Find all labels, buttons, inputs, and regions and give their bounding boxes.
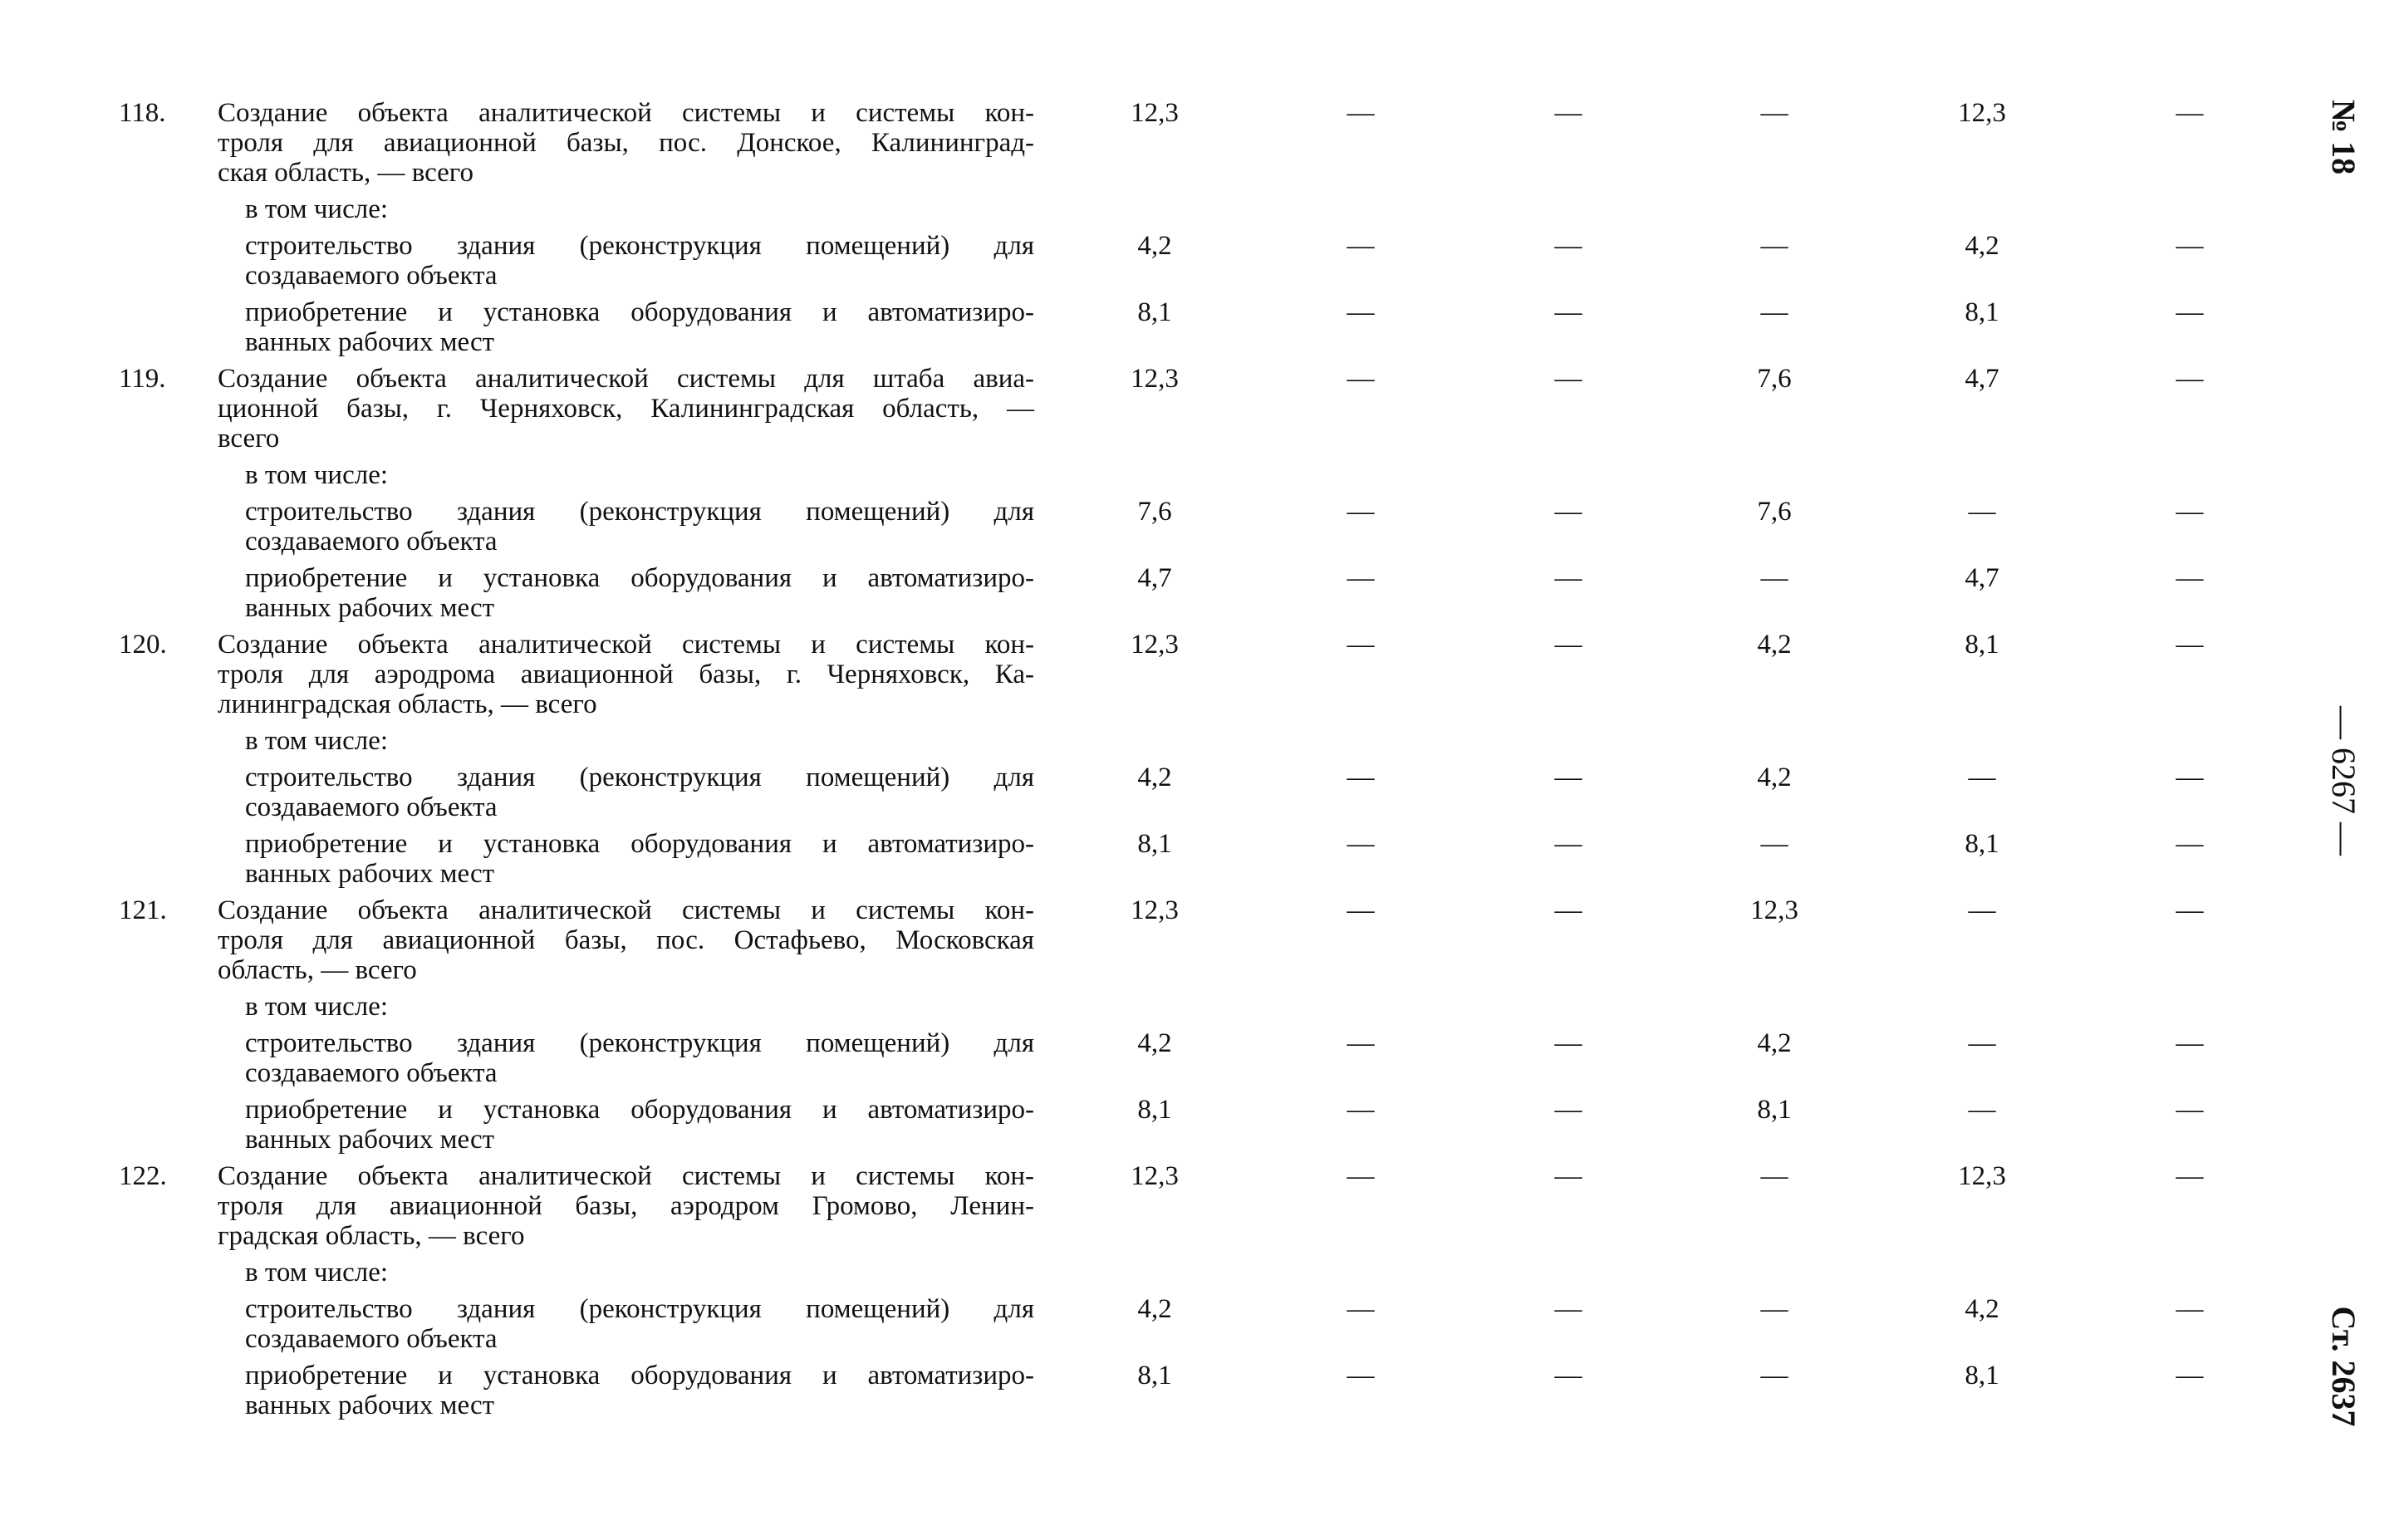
- value-cell-col-5: 4,2: [1965, 231, 1999, 261]
- value-cell-col-4: 7,6: [1757, 497, 1792, 527]
- item-title-line: Создание объекта аналитической системы и системы кон-: [218, 1161, 1034, 1191]
- value-cell-col-2: —: [1347, 497, 1375, 527]
- page-range-number: — 6267 —: [2325, 706, 2362, 856]
- row-number: 118.: [119, 98, 166, 128]
- item-title-line: троля для авиационной базы, аэродром Громово, Ленин-: [218, 1191, 1034, 1221]
- value-cell-col-3: —: [1554, 1361, 1582, 1390]
- issue-number: № 18: [2325, 99, 2362, 175]
- item-title-line: Создание объекта аналитической системы и системы кон-: [218, 630, 1034, 660]
- value-cell-col-2: —: [1347, 895, 1375, 925]
- value-cell-col-4: —: [1760, 297, 1788, 327]
- value-cell-col-1: 4,2: [1137, 763, 1172, 792]
- value-cell-col-2: —: [1347, 1161, 1375, 1191]
- value-cell-col-6: —: [2176, 98, 2204, 128]
- value-cell-col-5: —: [1968, 1095, 1996, 1125]
- item-title-line: троля для авиационной базы, пос. Остафьево, Московская: [218, 925, 1034, 955]
- sub-item-line: строительство здания (реконструкция помещений) для: [245, 1294, 1034, 1324]
- value-cell-col-4: 12,3: [1750, 895, 1798, 925]
- value-cell-col-1: 4,2: [1137, 1294, 1172, 1324]
- value-cell-col-1: 7,6: [1137, 497, 1172, 527]
- value-cell-col-4: —: [1760, 98, 1788, 128]
- value-cell-col-2: —: [1347, 1028, 1375, 1058]
- row-number: 120.: [119, 630, 167, 660]
- value-cell-col-6: —: [2176, 563, 2204, 593]
- value-cell-col-2: —: [1347, 1095, 1375, 1125]
- item-title-line: Создание объекта аналитической системы и системы кон-: [218, 98, 1034, 128]
- value-cell-col-6: —: [2176, 829, 2204, 859]
- item-title-line: градская область, — всего: [218, 1221, 525, 1251]
- including-label: в том числе:: [245, 194, 389, 224]
- value-cell-col-5: 8,1: [1965, 1361, 1999, 1390]
- article-number: Ст. 2637: [2325, 1306, 2362, 1427]
- including-label: в том числе:: [245, 726, 389, 756]
- sub-item-line: приобретение и установка оборудования и автоматизиро-: [245, 297, 1034, 327]
- value-cell-col-3: —: [1554, 364, 1582, 394]
- value-cell-col-5: 4,7: [1965, 563, 1999, 593]
- value-cell-col-6: —: [2176, 1161, 2204, 1191]
- value-cell-col-4: 4,2: [1757, 1028, 1792, 1058]
- value-cell-col-3: —: [1554, 895, 1582, 925]
- sub-item-line: ванных рабочих мест: [245, 593, 495, 623]
- including-label: в том числе:: [245, 992, 389, 1022]
- sub-item-line: создаваемого объекта: [245, 527, 498, 557]
- value-cell-col-1: 12,3: [1131, 895, 1179, 925]
- value-cell-col-6: —: [2176, 1361, 2204, 1390]
- sub-item-line: приобретение и установка оборудования и автоматизиро-: [245, 563, 1034, 593]
- value-cell-col-6: —: [2176, 895, 2204, 925]
- row-number: 119.: [119, 364, 166, 394]
- value-cell-col-4: —: [1760, 1161, 1788, 1191]
- sub-item-line: создаваемого объекта: [245, 792, 498, 822]
- value-cell-col-6: —: [2176, 763, 2204, 792]
- value-cell-col-3: —: [1554, 563, 1582, 593]
- sub-item-line: ванных рабочих мест: [245, 1390, 495, 1420]
- value-cell-col-1: 12,3: [1131, 1161, 1179, 1191]
- item-title-line: Создание объекта аналитической системы и системы кон-: [218, 895, 1034, 925]
- value-cell-col-2: —: [1347, 763, 1375, 792]
- value-cell-col-1: 4,2: [1137, 1028, 1172, 1058]
- sub-item-line: приобретение и установка оборудования и автоматизиро-: [245, 1361, 1034, 1390]
- row-number: 122.: [119, 1161, 167, 1191]
- value-cell-col-1: 12,3: [1131, 364, 1179, 394]
- value-cell-col-3: —: [1554, 1028, 1582, 1058]
- value-cell-col-5: —: [1968, 763, 1996, 792]
- value-cell-col-5: 4,2: [1965, 1294, 1999, 1324]
- item-title-line: Создание объекта аналитической системы для штаба авиа-: [218, 364, 1034, 394]
- item-title-line: всего: [218, 424, 280, 454]
- value-cell-col-4: 8,1: [1757, 1095, 1792, 1125]
- value-cell-col-6: —: [2176, 364, 2204, 394]
- sub-item-line: приобретение и установка оборудования и автоматизиро-: [245, 829, 1034, 859]
- value-cell-col-5: —: [1968, 1028, 1996, 1058]
- sub-item-line: строительство здания (реконструкция помещений) для: [245, 497, 1034, 527]
- value-cell-col-2: —: [1347, 98, 1375, 128]
- value-cell-col-6: —: [2176, 1095, 2204, 1125]
- value-cell-col-3: —: [1554, 630, 1582, 660]
- value-cell-col-6: —: [2176, 497, 2204, 527]
- value-cell-col-6: —: [2176, 231, 2204, 261]
- sub-item-line: приобретение и установка оборудования и автоматизиро-: [245, 1095, 1034, 1125]
- value-cell-col-3: —: [1554, 1294, 1582, 1324]
- value-cell-col-6: —: [2176, 1028, 2204, 1058]
- value-cell-col-2: —: [1347, 1361, 1375, 1390]
- including-label: в том числе:: [245, 460, 389, 490]
- value-cell-col-1: 8,1: [1137, 829, 1172, 859]
- value-cell-col-5: 8,1: [1965, 630, 1999, 660]
- value-cell-col-3: —: [1554, 231, 1582, 261]
- value-cell-col-5: 4,7: [1965, 364, 1999, 394]
- value-cell-col-5: 12,3: [1958, 98, 2006, 128]
- value-cell-col-3: —: [1554, 497, 1582, 527]
- value-cell-col-2: —: [1347, 829, 1375, 859]
- value-cell-col-3: —: [1554, 763, 1582, 792]
- value-cell-col-5: —: [1968, 497, 1996, 527]
- value-cell-col-2: —: [1347, 1294, 1375, 1324]
- value-cell-col-5: 12,3: [1958, 1161, 2006, 1191]
- row-number: 121.: [119, 895, 167, 925]
- sub-item-line: ванных рабочих мест: [245, 859, 495, 889]
- value-cell-col-2: —: [1347, 231, 1375, 261]
- value-cell-col-2: —: [1347, 297, 1375, 327]
- item-title-line: ская область, — всего: [218, 158, 474, 188]
- value-cell-col-4: —: [1760, 1361, 1788, 1390]
- value-cell-col-1: 4,7: [1137, 563, 1172, 593]
- value-cell-col-4: 4,2: [1757, 630, 1792, 660]
- value-cell-col-6: —: [2176, 297, 2204, 327]
- value-cell-col-2: —: [1347, 563, 1375, 593]
- value-cell-col-4: —: [1760, 1294, 1788, 1324]
- value-cell-col-4: —: [1760, 829, 1788, 859]
- item-title-line: троля для авиационной базы, пос. Донское, Калининград-: [218, 128, 1034, 158]
- value-cell-col-2: —: [1347, 630, 1375, 660]
- sub-item-line: ванных рабочих мест: [245, 327, 495, 357]
- item-title-line: троля для аэродрома авиационной базы, г. Черняховск, Ка-: [218, 660, 1034, 689]
- value-cell-col-3: —: [1554, 829, 1582, 859]
- value-cell-col-1: 8,1: [1137, 1095, 1172, 1125]
- sub-item-line: строительство здания (реконструкция помещений) для: [245, 1028, 1034, 1058]
- sub-item-line: ванных рабочих мест: [245, 1125, 495, 1155]
- value-cell-col-5: 8,1: [1965, 297, 1999, 327]
- value-cell-col-4: 7,6: [1757, 364, 1792, 394]
- sub-item-line: создаваемого объекта: [245, 1324, 498, 1354]
- value-cell-col-6: —: [2176, 1294, 2204, 1324]
- value-cell-col-3: —: [1554, 1095, 1582, 1125]
- value-cell-col-1: 4,2: [1137, 231, 1172, 261]
- value-cell-col-3: —: [1554, 297, 1582, 327]
- value-cell-col-1: 8,1: [1137, 1361, 1172, 1390]
- value-cell-col-1: 12,3: [1131, 98, 1179, 128]
- value-cell-col-2: —: [1347, 364, 1375, 394]
- value-cell-col-3: —: [1554, 1161, 1582, 1191]
- value-cell-col-5: —: [1968, 895, 1996, 925]
- item-title-line: лининградская область, — всего: [218, 689, 597, 719]
- including-label: в том числе:: [245, 1258, 389, 1287]
- sub-item-line: создаваемого объекта: [245, 261, 498, 291]
- sub-item-line: строительство здания (реконструкция помещений) для: [245, 763, 1034, 792]
- item-title-line: область, — всего: [218, 955, 417, 985]
- value-cell-col-1: 8,1: [1137, 297, 1172, 327]
- value-cell-col-4: —: [1760, 563, 1788, 593]
- value-cell-col-6: —: [2176, 630, 2204, 660]
- sub-item-line: создаваемого объекта: [245, 1058, 498, 1088]
- item-title-line: ционной базы, г. Черняховск, Калининградская область, —: [218, 394, 1034, 424]
- value-cell-col-4: 4,2: [1757, 763, 1792, 792]
- value-cell-col-3: —: [1554, 98, 1582, 128]
- value-cell-col-5: 8,1: [1965, 829, 1999, 859]
- value-cell-col-4: —: [1760, 231, 1788, 261]
- value-cell-col-1: 12,3: [1131, 630, 1179, 660]
- sub-item-line: строительство здания (реконструкция помещений) для: [245, 231, 1034, 261]
